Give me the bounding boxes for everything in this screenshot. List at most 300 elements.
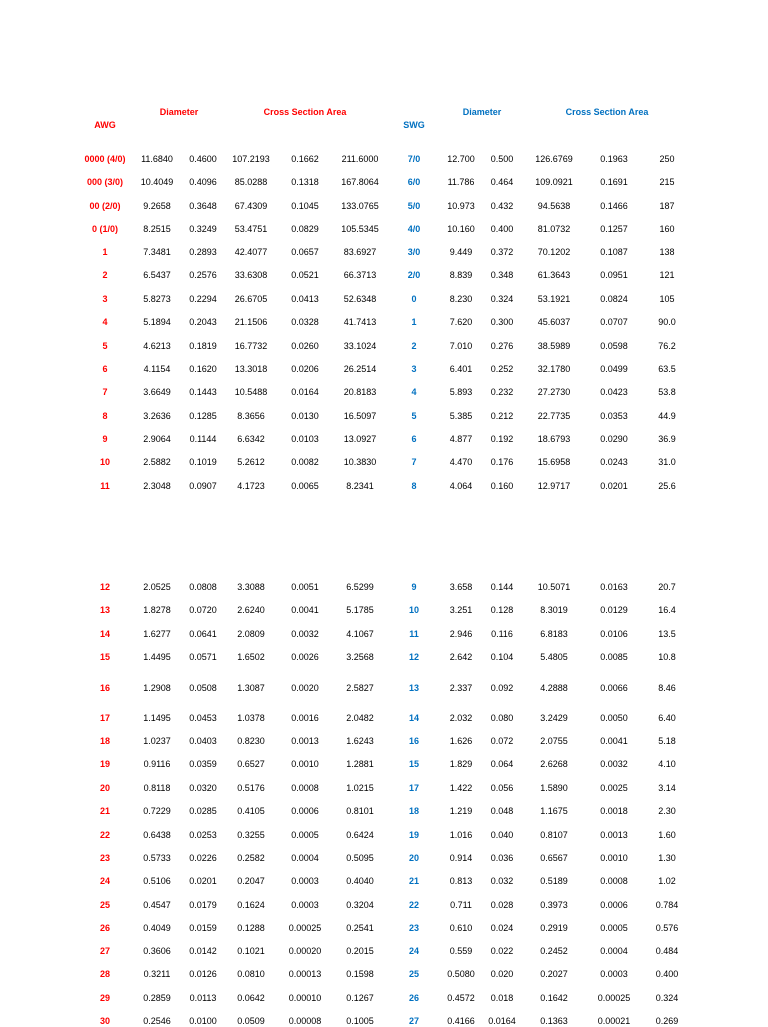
awg-area-kcmil-cell: 1.0215 xyxy=(346,783,374,793)
swg-area-kcmil-cell: 250 xyxy=(659,154,675,164)
awg-area-kcmil-cell: 105.5345 xyxy=(341,224,379,234)
awg-gauge-cell: 4 xyxy=(102,317,108,327)
awg-area-kcmil-cell: 8.2341 xyxy=(346,481,374,491)
awg-diameter-in-cell: 0.4600 xyxy=(189,154,217,164)
awg-gauge-cell: 24 xyxy=(99,876,111,886)
swg-area-in2-cell: 0.0243 xyxy=(600,457,628,467)
awg-area-in2-cell: 0.0082 xyxy=(291,457,319,467)
awg-area-in2-cell: 0.0521 xyxy=(291,270,319,280)
swg-gauge-cell: 12 xyxy=(408,652,420,662)
swg-area-in2-cell: 0.0290 xyxy=(600,434,628,444)
awg-gauge-cell: 19 xyxy=(99,759,111,769)
awg-area-kcmil-cell: 20.8183 xyxy=(343,387,377,397)
swg-diameter-in-cell: 0.056 xyxy=(490,783,514,793)
awg-diameter-mm-cell: 0.5106 xyxy=(143,876,171,886)
awg-gauge-cell: 3 xyxy=(102,294,108,304)
awg-diameter-header: Diameter xyxy=(159,107,199,117)
swg-diameter-mm-cell: 0.914 xyxy=(449,853,473,863)
awg-diameter-in-cell: 0.0226 xyxy=(189,853,217,863)
swg-diameter-mm-cell: 0.610 xyxy=(449,923,473,933)
awg-diameter-in-cell: 0.0641 xyxy=(189,629,217,639)
swg-area-in2-cell: 0.0003 xyxy=(600,969,628,979)
awg-area-mm2-cell: 0.0509 xyxy=(237,1016,265,1026)
awg-area-mm2-cell: 6.6342 xyxy=(237,434,265,444)
awg-area-kcmil-cell: 13.0927 xyxy=(343,434,377,444)
swg-diameter-in-cell: 0.252 xyxy=(490,364,514,374)
awg-area-in2-cell: 0.0010 xyxy=(291,759,319,769)
swg-area-kcmil-cell: 0.576 xyxy=(655,923,679,933)
awg-area-mm2-cell: 0.2047 xyxy=(237,876,265,886)
awg-area-kcmil-cell: 0.5095 xyxy=(346,853,374,863)
awg-area-in2-cell: 0.0164 xyxy=(291,387,319,397)
swg-gauge-cell: 5 xyxy=(411,411,417,421)
swg-area-mm2-cell: 18.6793 xyxy=(537,434,571,444)
swg-diameter-mm-cell: 2.642 xyxy=(449,652,473,662)
swg-gauge-cell: 20 xyxy=(408,853,420,863)
swg-diameter-in-cell: 0.022 xyxy=(490,946,514,956)
swg-area-mm2-cell: 2.0755 xyxy=(540,736,568,746)
swg-diameter-in-cell: 0.064 xyxy=(490,759,514,769)
swg-diameter-in-cell: 0.176 xyxy=(490,457,514,467)
awg-area-in2-cell: 0.0657 xyxy=(291,247,319,257)
swg-area-in2-cell: 0.0951 xyxy=(600,270,628,280)
awg-area-in2-cell: 0.1662 xyxy=(291,154,319,164)
swg-area-in2-cell: 0.0004 xyxy=(600,946,628,956)
awg-area-mm2-cell: 0.4105 xyxy=(237,806,265,816)
swg-diameter-in-cell: 0.160 xyxy=(490,481,514,491)
swg-gauge-cell: 6 xyxy=(411,434,417,444)
swg-area-kcmil-cell: 3.14 xyxy=(658,783,676,793)
swg-area-mm2-cell: 0.1363 xyxy=(540,1016,568,1026)
swg-diameter-mm-cell: 4.877 xyxy=(449,434,473,444)
awg-area-in2-cell: 0.1318 xyxy=(291,177,319,187)
swg-diameter-in-cell: 0.072 xyxy=(490,736,514,746)
awg-diameter-in-cell: 0.2893 xyxy=(189,247,217,257)
awg-diameter-mm-cell: 0.4049 xyxy=(143,923,171,933)
swg-area-mm2-cell: 3.2429 xyxy=(540,713,568,723)
awg-area-mm2-cell: 107.2193 xyxy=(232,154,270,164)
awg-area-kcmil-cell: 16.5097 xyxy=(343,411,377,421)
swg-gauge-cell: 13 xyxy=(408,683,420,693)
awg-area-in2-cell: 0.0020 xyxy=(291,683,319,693)
awg-area-mm2-cell: 0.3255 xyxy=(237,830,265,840)
awg-gauge-cell: 11 xyxy=(100,481,110,491)
awg-diameter-mm-cell: 0.6438 xyxy=(143,830,171,840)
awg-diameter-in-cell: 0.0720 xyxy=(189,605,217,615)
swg-diameter-mm-cell: 0.4166 xyxy=(447,1016,475,1026)
awg-gauge-cell: 0000 (4/0) xyxy=(84,154,126,164)
swg-diameter-mm-cell: 8.230 xyxy=(449,294,473,304)
swg-diameter-mm-cell: 0.5080 xyxy=(447,969,475,979)
swg-gauge-cell: 23 xyxy=(408,923,420,933)
awg-gauge-cell: 29 xyxy=(99,993,111,1003)
swg-diameter-in-cell: 0.024 xyxy=(490,923,514,933)
awg-area-kcmil-cell: 26.2514 xyxy=(343,364,377,374)
swg-area-kcmil-cell: 0.324 xyxy=(655,993,679,1003)
awg-area-kcmil-cell: 0.1005 xyxy=(346,1016,374,1026)
awg-gauge-cell: 5 xyxy=(102,341,108,351)
swg-diameter-in-cell: 0.020 xyxy=(490,969,514,979)
swg-area-kcmil-cell: 16.4 xyxy=(658,605,676,615)
swg-area-in2-cell: 0.0129 xyxy=(600,605,628,615)
awg-area-mm2-cell: 1.6502 xyxy=(237,652,265,662)
awg-gauge-cell: 14 xyxy=(99,629,111,639)
awg-area-mm2-cell: 0.0642 xyxy=(237,993,265,1003)
awg-area-mm2-cell: 0.2582 xyxy=(237,853,265,863)
swg-diameter-in-cell: 0.104 xyxy=(490,652,514,662)
swg-diameter-in-cell: 0.048 xyxy=(490,806,514,816)
swg-area-in2-cell: 0.0008 xyxy=(600,876,628,886)
awg-diameter-in-cell: 0.0126 xyxy=(189,969,217,979)
awg-gauge-cell: 2 xyxy=(102,270,108,280)
awg-diameter-in-cell: 0.4096 xyxy=(189,177,217,187)
swg-area-in2-cell: 0.0018 xyxy=(600,806,628,816)
swg-gauge-cell: 27 xyxy=(408,1016,420,1026)
awg-area-kcmil-cell: 2.5827 xyxy=(346,683,374,693)
swg-diameter-header: Diameter xyxy=(462,107,502,117)
swg-diameter-mm-cell: 0.559 xyxy=(449,946,473,956)
awg-area-mm2-cell: 0.1021 xyxy=(237,946,265,956)
awg-area-header: Cross Section Area xyxy=(263,107,347,117)
awg-gauge-cell: 27 xyxy=(99,946,111,956)
swg-gauge-cell: 14 xyxy=(408,713,420,723)
swg-area-kcmil-cell: 0.400 xyxy=(655,969,679,979)
swg-area-mm2-cell: 22.7735 xyxy=(537,411,571,421)
swg-area-kcmil-cell: 20.7 xyxy=(658,582,676,592)
swg-area-kcmil-cell: 8.46 xyxy=(658,683,676,693)
awg-diameter-mm-cell: 1.2908 xyxy=(143,683,171,693)
swg-gauge-cell: 9 xyxy=(411,582,417,592)
swg-gauge-cell: 4 xyxy=(411,387,417,397)
awg-gauge-cell: 6 xyxy=(102,364,108,374)
swg-gauge-cell: 22 xyxy=(408,900,420,910)
swg-diameter-in-cell: 0.116 xyxy=(491,629,513,639)
swg-area-in2-cell: 0.00021 xyxy=(597,1016,631,1026)
swg-diameter-in-cell: 0.276 xyxy=(490,341,514,351)
awg-area-mm2-cell: 5.2612 xyxy=(237,457,265,467)
awg-diameter-mm-cell: 5.1894 xyxy=(143,317,171,327)
swg-diameter-mm-cell: 3.251 xyxy=(449,605,473,615)
awg-diameter-in-cell: 0.0201 xyxy=(189,876,217,886)
awg-diameter-mm-cell: 0.3606 xyxy=(143,946,171,956)
swg-gauge-cell: 6/0 xyxy=(407,177,421,187)
awg-gauge-cell: 28 xyxy=(99,969,111,979)
awg-gauge-cell: 18 xyxy=(99,736,111,746)
swg-area-in2-cell: 0.0707 xyxy=(600,317,628,327)
awg-area-mm2-cell: 8.3656 xyxy=(237,411,265,421)
awg-diameter-in-cell: 0.2043 xyxy=(189,317,217,327)
awg-diameter-mm-cell: 1.1495 xyxy=(143,713,171,723)
swg-area-mm2-cell: 0.8107 xyxy=(540,830,568,840)
swg-diameter-mm-cell: 9.449 xyxy=(449,247,473,257)
awg-area-in2-cell: 0.1045 xyxy=(291,201,319,211)
awg-gauge-cell: 1 xyxy=(102,247,108,257)
swg-area-kcmil-cell: 63.5 xyxy=(658,364,676,374)
swg-diameter-mm-cell: 2.032 xyxy=(449,713,473,723)
swg-diameter-in-cell: 0.232 xyxy=(490,387,514,397)
swg-area-mm2-cell: 10.5071 xyxy=(537,582,571,592)
awg-diameter-mm-cell: 0.5733 xyxy=(143,853,171,863)
swg-area-mm2-cell: 8.3019 xyxy=(540,605,568,615)
swg-area-in2-cell: 0.1963 xyxy=(600,154,628,164)
awg-diameter-mm-cell: 0.3211 xyxy=(143,969,171,979)
swg-area-mm2-cell: 70.1202 xyxy=(537,247,571,257)
awg-diameter-mm-cell: 1.4495 xyxy=(143,652,171,662)
awg-gauge-cell: 10 xyxy=(99,457,111,467)
awg-diameter-in-cell: 0.0508 xyxy=(189,683,217,693)
awg-diameter-in-cell: 0.0100 xyxy=(189,1016,217,1026)
awg-area-mm2-cell: 2.0809 xyxy=(237,629,265,639)
awg-area-kcmil-cell: 33.1024 xyxy=(343,341,377,351)
awg-gauge-cell: 13 xyxy=(99,605,111,615)
awg-diameter-in-cell: 0.0253 xyxy=(189,830,217,840)
swg-diameter-mm-cell: 0.813 xyxy=(449,876,473,886)
awg-area-kcmil-cell: 5.1785 xyxy=(346,605,374,615)
awg-area-kcmil-cell: 167.8064 xyxy=(341,177,379,187)
awg-diameter-mm-cell: 6.5437 xyxy=(143,270,171,280)
awg-diameter-mm-cell: 2.5882 xyxy=(143,457,171,467)
swg-diameter-in-cell: 0.0164 xyxy=(488,1016,516,1026)
swg-area-mm2-cell: 0.6567 xyxy=(540,853,568,863)
swg-area-kcmil-cell: 13.5 xyxy=(658,629,676,639)
awg-diameter-in-cell: 0.0159 xyxy=(189,923,217,933)
awg-area-in2-cell: 0.0065 xyxy=(291,481,319,491)
swg-diameter-in-cell: 0.372 xyxy=(490,247,514,257)
swg-area-in2-cell: 0.1691 xyxy=(600,177,628,187)
swg-area-in2-cell: 0.0025 xyxy=(600,783,628,793)
swg-area-in2-cell: 0.0201 xyxy=(600,481,628,491)
swg-diameter-mm-cell: 10.973 xyxy=(447,201,475,211)
awg-diameter-mm-cell: 1.0237 xyxy=(143,736,171,746)
awg-diameter-in-cell: 0.0285 xyxy=(189,806,217,816)
awg-area-mm2-cell: 26.6705 xyxy=(234,294,268,304)
swg-area-kcmil-cell: 5.18 xyxy=(658,736,676,746)
swg-diameter-mm-cell: 6.401 xyxy=(449,364,473,374)
awg-area-in2-cell: 0.0006 xyxy=(291,806,319,816)
awg-gauge-cell: 23 xyxy=(99,853,111,863)
awg-diameter-mm-cell: 3.2636 xyxy=(143,411,171,421)
swg-diameter-in-cell: 0.040 xyxy=(490,830,514,840)
awg-area-in2-cell: 0.0130 xyxy=(291,411,319,421)
swg-diameter-mm-cell: 1.626 xyxy=(449,736,473,746)
awg-area-kcmil-cell: 211.6000 xyxy=(341,154,379,164)
swg-diameter-in-cell: 0.080 xyxy=(490,713,514,723)
awg-gauge-cell: 20 xyxy=(99,783,111,793)
awg-diameter-mm-cell: 4.6213 xyxy=(143,341,171,351)
swg-area-kcmil-cell: 6.40 xyxy=(658,713,676,723)
awg-area-in2-cell: 0.0005 xyxy=(291,830,319,840)
awg-area-in2-cell: 0.0260 xyxy=(291,341,319,351)
awg-area-mm2-cell: 53.4751 xyxy=(234,224,268,234)
awg-area-in2-cell: 0.0013 xyxy=(291,736,319,746)
swg-diameter-mm-cell: 1.829 xyxy=(449,759,473,769)
awg-area-mm2-cell: 0.8230 xyxy=(237,736,265,746)
awg-gauge-cell: 21 xyxy=(99,806,111,816)
awg-area-in2-cell: 0.0328 xyxy=(291,317,319,327)
awg-gauge-cell: 0 (1/0) xyxy=(91,224,119,234)
awg-diameter-in-cell: 0.0320 xyxy=(189,783,217,793)
awg-area-kcmil-cell: 0.2015 xyxy=(346,946,374,956)
swg-diameter-mm-cell: 4.064 xyxy=(449,481,473,491)
awg-diameter-in-cell: 0.0808 xyxy=(189,582,217,592)
swg-gauge-cell: 3 xyxy=(411,364,417,374)
awg-diameter-in-cell: 0.1019 xyxy=(189,457,217,467)
swg-area-kcmil-cell: 1.02 xyxy=(658,876,676,886)
awg-area-in2-cell: 0.0008 xyxy=(291,783,319,793)
awg-area-kcmil-cell: 41.7413 xyxy=(343,317,377,327)
swg-area-in2-cell: 0.0041 xyxy=(600,736,628,746)
awg-gauge-cell: 9 xyxy=(102,434,108,444)
awg-gauge-cell: 15 xyxy=(99,652,111,662)
awg-diameter-mm-cell: 2.3048 xyxy=(143,481,171,491)
awg-diameter-in-cell: 0.2576 xyxy=(189,270,217,280)
swg-area-in2-cell: 0.0163 xyxy=(600,582,628,592)
swg-area-mm2-cell: 6.8183 xyxy=(540,629,568,639)
swg-label-header: SWG xyxy=(403,120,425,130)
swg-area-mm2-cell: 0.2452 xyxy=(540,946,568,956)
awg-gauge-cell: 25 xyxy=(99,900,111,910)
swg-area-mm2-cell: 15.6958 xyxy=(537,457,571,467)
swg-diameter-mm-cell: 7.010 xyxy=(449,341,473,351)
awg-area-in2-cell: 0.0026 xyxy=(291,652,319,662)
swg-gauge-cell: 19 xyxy=(408,830,420,840)
swg-area-in2-cell: 0.0066 xyxy=(600,683,628,693)
swg-gauge-cell: 18 xyxy=(408,806,420,816)
swg-gauge-cell: 7 xyxy=(411,457,417,467)
swg-area-kcmil-cell: 105 xyxy=(659,294,675,304)
swg-diameter-in-cell: 0.432 xyxy=(490,201,514,211)
swg-area-mm2-cell: 0.3973 xyxy=(540,900,568,910)
swg-gauge-cell: 0 xyxy=(411,294,417,304)
swg-area-kcmil-cell: 10.8 xyxy=(658,652,676,662)
swg-area-in2-cell: 0.1257 xyxy=(600,224,628,234)
swg-area-kcmil-cell: 187 xyxy=(659,201,675,211)
swg-diameter-in-cell: 0.092 xyxy=(490,683,514,693)
awg-area-kcmil-cell: 6.5299 xyxy=(346,582,374,592)
awg-area-mm2-cell: 0.5176 xyxy=(237,783,265,793)
swg-area-mm2-cell: 81.0732 xyxy=(537,224,571,234)
awg-diameter-mm-cell: 2.9064 xyxy=(143,434,171,444)
awg-diameter-in-cell: 0.3249 xyxy=(189,224,217,234)
swg-area-mm2-cell: 126.6769 xyxy=(535,154,573,164)
awg-diameter-mm-cell: 0.7229 xyxy=(143,806,171,816)
swg-diameter-mm-cell: 8.839 xyxy=(449,270,473,280)
swg-area-mm2-cell: 0.2919 xyxy=(540,923,568,933)
awg-area-mm2-cell: 0.6527 xyxy=(237,759,265,769)
awg-area-kcmil-cell: 1.6243 xyxy=(346,736,374,746)
swg-area-mm2-cell: 27.2730 xyxy=(537,387,571,397)
swg-area-in2-cell: 0.0013 xyxy=(600,830,628,840)
swg-area-in2-cell: 0.0006 xyxy=(600,900,628,910)
awg-area-in2-cell: 0.0016 xyxy=(291,713,319,723)
swg-diameter-in-cell: 0.464 xyxy=(490,177,514,187)
awg-diameter-mm-cell: 7.3481 xyxy=(143,247,171,257)
awg-diameter-in-cell: 0.0453 xyxy=(189,713,217,723)
awg-diameter-in-cell: 0.1819 xyxy=(189,341,217,351)
swg-area-mm2-cell: 1.1675 xyxy=(540,806,568,816)
swg-area-mm2-cell: 61.3643 xyxy=(537,270,571,280)
swg-area-kcmil-cell: 76.2 xyxy=(658,341,676,351)
swg-area-in2-cell: 0.0106 xyxy=(600,629,628,639)
swg-diameter-in-cell: 0.500 xyxy=(490,154,514,164)
awg-diameter-mm-cell: 0.9116 xyxy=(143,759,171,769)
awg-area-kcmil-cell: 52.6348 xyxy=(343,294,377,304)
awg-diameter-in-cell: 0.0907 xyxy=(189,481,217,491)
swg-gauge-cell: 25 xyxy=(408,969,420,979)
awg-area-mm2-cell: 67.4309 xyxy=(234,201,268,211)
awg-area-in2-cell: 0.0413 xyxy=(291,294,319,304)
awg-area-kcmil-cell: 10.3830 xyxy=(343,457,377,467)
swg-area-mm2-cell: 0.2027 xyxy=(540,969,568,979)
swg-diameter-mm-cell: 7.620 xyxy=(449,317,473,327)
awg-diameter-mm-cell: 11.6840 xyxy=(141,154,173,164)
awg-diameter-mm-cell: 3.6649 xyxy=(143,387,171,397)
swg-gauge-cell: 17 xyxy=(408,783,420,793)
awg-area-in2-cell: 0.00020 xyxy=(288,946,322,956)
awg-diameter-mm-cell: 0.2859 xyxy=(143,993,171,1003)
swg-diameter-mm-cell: 1.016 xyxy=(449,830,473,840)
swg-area-kcmil-cell: 0.784 xyxy=(655,900,679,910)
swg-area-in2-cell: 0.0499 xyxy=(600,364,628,374)
awg-diameter-in-cell: 0.3648 xyxy=(189,201,217,211)
swg-area-kcmil-cell: 90.0 xyxy=(658,317,676,327)
swg-gauge-cell: 26 xyxy=(408,993,420,1003)
swg-area-kcmil-cell: 138 xyxy=(659,247,675,257)
awg-diameter-in-cell: 0.0403 xyxy=(189,736,217,746)
awg-area-mm2-cell: 13.3018 xyxy=(234,364,268,374)
swg-area-kcmil-cell: 121 xyxy=(659,270,675,280)
swg-gauge-cell: 2 xyxy=(411,341,417,351)
awg-area-kcmil-cell: 0.4040 xyxy=(346,876,374,886)
awg-gauge-cell: 30 xyxy=(99,1016,111,1026)
swg-area-kcmil-cell: 0.484 xyxy=(655,946,679,956)
awg-diameter-mm-cell: 1.8278 xyxy=(143,605,171,615)
swg-area-mm2-cell: 0.5189 xyxy=(540,876,568,886)
swg-area-mm2-cell: 0.1642 xyxy=(540,993,568,1003)
awg-gauge-cell: 000 (3/0) xyxy=(86,177,124,187)
awg-area-in2-cell: 0.0004 xyxy=(291,853,319,863)
awg-area-kcmil-cell: 83.6927 xyxy=(343,247,377,257)
swg-area-mm2-cell: 109.0921 xyxy=(535,177,573,187)
swg-diameter-mm-cell: 3.658 xyxy=(449,582,473,592)
swg-diameter-in-cell: 0.192 xyxy=(490,434,514,444)
awg-diameter-in-cell: 0.1144 xyxy=(189,434,217,444)
swg-diameter-mm-cell: 5.385 xyxy=(449,411,473,421)
swg-area-kcmil-cell: 160 xyxy=(659,224,675,234)
swg-diameter-mm-cell: 12.700 xyxy=(447,154,475,164)
awg-area-mm2-cell: 2.6240 xyxy=(237,605,265,615)
awg-diameter-in-cell: 0.0571 xyxy=(189,652,217,662)
awg-diameter-mm-cell: 1.6277 xyxy=(143,629,171,639)
swg-diameter-in-cell: 0.300 xyxy=(490,317,514,327)
awg-area-in2-cell: 0.0003 xyxy=(291,900,319,910)
swg-area-mm2-cell: 32.1780 xyxy=(537,364,571,374)
swg-area-in2-cell: 0.0032 xyxy=(600,759,628,769)
swg-area-kcmil-cell: 31.0 xyxy=(658,457,676,467)
awg-area-kcmil-cell: 0.8101 xyxy=(346,806,374,816)
swg-area-in2-cell: 0.1087 xyxy=(600,247,628,257)
awg-area-mm2-cell: 21.1506 xyxy=(234,317,268,327)
awg-diameter-mm-cell: 0.2546 xyxy=(143,1016,171,1026)
awg-area-mm2-cell: 0.1288 xyxy=(237,923,265,933)
swg-area-in2-cell: 0.0423 xyxy=(600,387,628,397)
swg-area-mm2-cell: 38.5989 xyxy=(537,341,571,351)
awg-diameter-in-cell: 0.0179 xyxy=(189,900,217,910)
awg-diameter-mm-cell: 5.8273 xyxy=(143,294,171,304)
awg-diameter-in-cell: 0.1443 xyxy=(189,387,217,397)
awg-diameter-in-cell: 0.0142 xyxy=(189,946,217,956)
awg-gauge-cell: 26 xyxy=(99,923,111,933)
